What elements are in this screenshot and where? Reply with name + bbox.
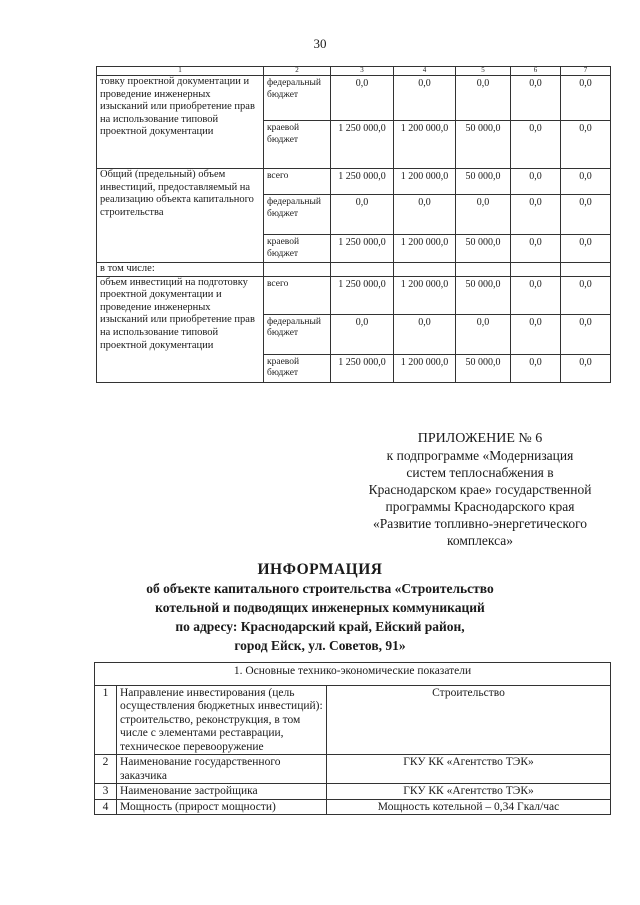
- value-cell: 1 200 000,0: [394, 169, 456, 195]
- funding-source: всего: [264, 276, 331, 314]
- row-number: 2: [95, 755, 117, 784]
- financing-table: [96, 66, 611, 383]
- value-cell: 0,0: [511, 314, 561, 354]
- value-cell: 0,0: [561, 354, 611, 382]
- row-description: товку проектной документации и проведение инженерных изысканий или приобретение прав на использование типовой проектной документации: [97, 76, 264, 169]
- section-title: 1. Основные технико-экономические показатели: [95, 663, 611, 686]
- value-cell: 1 200 000,0: [394, 354, 456, 382]
- row-value: ГКУ КК «Агентство ТЭК»: [327, 784, 611, 800]
- heading-title: ИНФОРМАЦИЯ: [257, 561, 383, 578]
- table-row: [95, 799, 611, 815]
- appendix-line: программы Краснодарского края: [385, 499, 575, 514]
- value-cell: 0,0: [456, 314, 511, 354]
- row-value: Мощность котельной – 0,34 Гкал/час: [327, 799, 611, 815]
- value-cell: 0,0: [394, 314, 456, 354]
- value-cell: 50 000,0: [456, 354, 511, 382]
- value-cell: 0,0: [511, 195, 561, 235]
- value-cell: 0,0: [394, 76, 456, 121]
- funding-source: федеральный бюджет: [264, 195, 331, 235]
- value-cell: 0,0: [511, 121, 561, 169]
- value-cell: 0,0: [511, 354, 561, 382]
- value-cell: 0,0: [394, 195, 456, 235]
- value-cell: 0,0: [561, 195, 611, 235]
- value-cell: 1 250 000,0: [331, 121, 394, 169]
- col-header: 7: [561, 67, 611, 76]
- appendix-line: комплекса»: [447, 533, 513, 548]
- row-label: Наименование застройщика: [117, 784, 327, 800]
- value-cell: 1 200 000,0: [394, 235, 456, 263]
- heading-line: по адресу: Краснодарский край, Ейский район,: [175, 619, 465, 634]
- value-cell: 1 250 000,0: [331, 169, 394, 195]
- row-value: Строительство: [327, 685, 611, 755]
- value-cell: 1 250 000,0: [331, 235, 394, 263]
- funding-source: краевой бюджет: [264, 235, 331, 263]
- col-header: 5: [456, 67, 511, 76]
- col-header: 6: [511, 67, 561, 76]
- row-label: Наименование государственного заказчика: [117, 755, 327, 784]
- table-row: [95, 685, 611, 755]
- row-value: ГКУ КК «Агентство ТЭК»: [327, 755, 611, 784]
- info-table: [94, 662, 611, 815]
- value-cell: 0,0: [511, 276, 561, 314]
- heading-line: котельной и подводящих инженерных коммуникаций: [155, 600, 485, 615]
- value-cell: 0,0: [331, 195, 394, 235]
- value-cell: 0,0: [331, 76, 394, 121]
- row-number: 4: [95, 799, 117, 815]
- col-header: 3: [331, 67, 394, 76]
- funding-source: краевой бюджет: [264, 354, 331, 382]
- value-cell: 50 000,0: [456, 235, 511, 263]
- row-label: Направление инвестирования (цель осуществления бюджетных инвестиций): строительство, реконструкция, в том числе с элементами реставрации, техническое перевооружение: [117, 685, 327, 755]
- row-label: Мощность (прирост мощности): [117, 799, 327, 815]
- table-row: [97, 276, 611, 314]
- appendix-title: ПРИЛОЖЕНИЕ № 6: [417, 431, 543, 446]
- row-description: Общий (предельный) объем инвестиций, предоставляемый на реализацию объекта капитального строительства: [97, 169, 264, 263]
- table-header-row: [97, 67, 611, 76]
- value-cell: 50 000,0: [456, 276, 511, 314]
- value-cell: 0,0: [511, 235, 561, 263]
- row-description: объем инвестиций на подготовку проектной документации и проведение инженерных изысканий или приобретение прав на использование типовой проектной документации: [97, 276, 264, 382]
- value-cell: 50 000,0: [456, 169, 511, 195]
- funding-source: федеральный бюджет: [264, 314, 331, 354]
- row-number: 1: [95, 685, 117, 755]
- value-cell: 0,0: [511, 169, 561, 195]
- heading-line: об объекте капитального строительства «Строительство: [146, 581, 494, 596]
- value-cell: 0,0: [331, 314, 394, 354]
- col-header: 2: [264, 67, 331, 76]
- document-heading: [90, 560, 550, 655]
- table-row: [97, 263, 611, 277]
- including-label: в том числе:: [97, 263, 264, 277]
- table-row: [95, 755, 611, 784]
- value-cell: 1 250 000,0: [331, 354, 394, 382]
- col-header: 4: [394, 67, 456, 76]
- col-header: 1: [97, 67, 264, 76]
- value-cell: 0,0: [456, 76, 511, 121]
- row-number: 3: [95, 784, 117, 800]
- section-row: [95, 663, 611, 686]
- table-row: [97, 169, 611, 195]
- value-cell: 50 000,0: [456, 121, 511, 169]
- value-cell: 1 200 000,0: [394, 276, 456, 314]
- value-cell: 0,0: [561, 314, 611, 354]
- appendix-block: [355, 430, 605, 549]
- value-cell: 0,0: [456, 195, 511, 235]
- value-cell: 0,0: [511, 76, 561, 121]
- value-cell: 1 250 000,0: [331, 276, 394, 314]
- funding-source: краевой бюджет: [264, 121, 331, 169]
- heading-line: город Ейск, ул. Советов, 91»: [234, 638, 406, 653]
- appendix-line: к подпрограмме «Модернизация: [386, 448, 574, 463]
- table-row: [95, 784, 611, 800]
- appendix-line: «Развитие топливно-энергетического: [372, 516, 588, 531]
- value-cell: 0,0: [561, 235, 611, 263]
- appendix-line: Краснодарском крае» государственной: [368, 482, 592, 497]
- funding-source: федеральный бюджет: [264, 76, 331, 121]
- page-number: 30: [313, 36, 327, 51]
- value-cell: 0,0: [561, 276, 611, 314]
- value-cell: 0,0: [561, 76, 611, 121]
- table-row: [97, 76, 611, 121]
- value-cell: 0,0: [561, 169, 611, 195]
- appendix-line: систем теплоснабжения в: [406, 465, 554, 480]
- value-cell: 1 200 000,0: [394, 121, 456, 169]
- value-cell: 0,0: [561, 121, 611, 169]
- funding-source: всего: [264, 169, 331, 195]
